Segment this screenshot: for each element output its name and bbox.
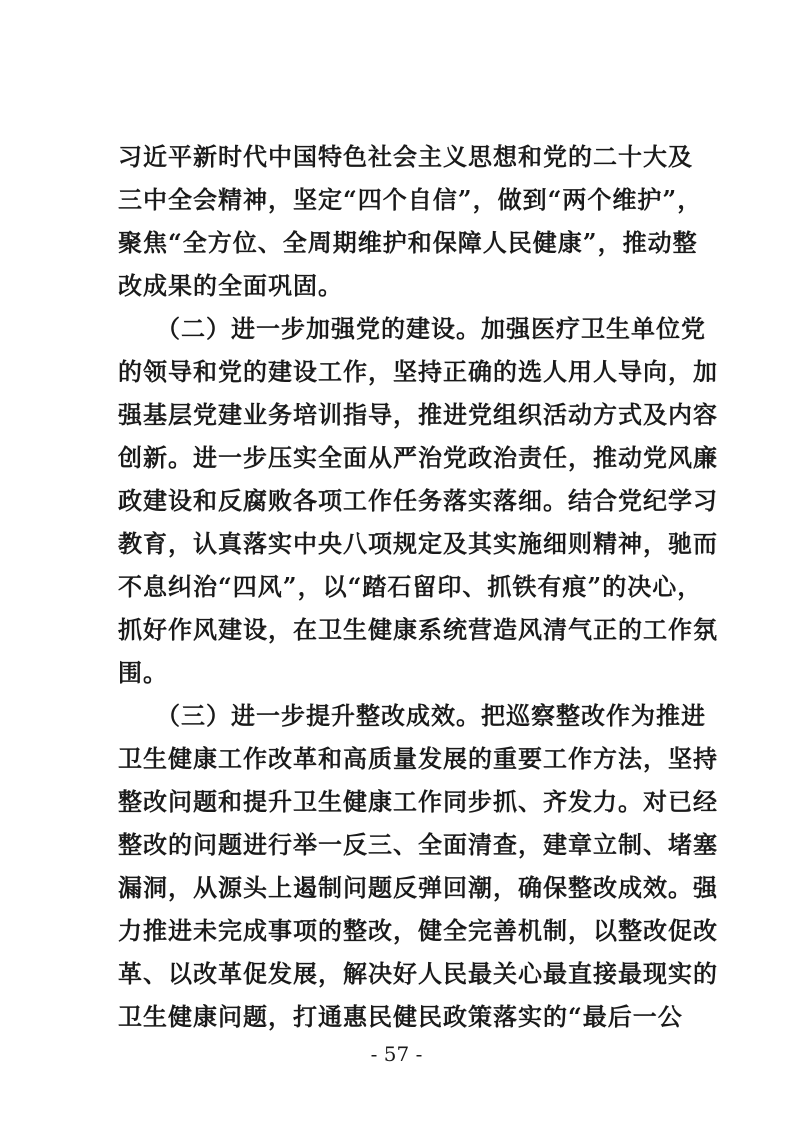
text-line: 革、以改革促发展，解决好人民最关心最直接最现实的 <box>118 959 718 988</box>
text-line: 聚焦“全方位、全周期维护和保障人民健康”，推动整 <box>118 228 698 257</box>
section-heading-line: （三）进一步提升整改成效。把巡察整改作为推进 <box>118 701 706 730</box>
text-line: 三中全会精神，坚定“四个自信”，做到“两个维护”， <box>118 185 703 214</box>
text-line: 整改的问题进行举一反三、全面清查，建章立制、堵塞 <box>118 830 718 859</box>
text-line: 卫生健康工作改革和高质量发展的重要工作方法，坚持 <box>118 744 718 773</box>
text-line: 习近平新时代中国特色社会主义思想和党的二十大及 <box>118 142 693 171</box>
text-line: 改成果的全面巩固。 <box>118 271 343 300</box>
text-line: 力推进未完成事项的整改，健全完善机制，以整改促改 <box>118 916 718 945</box>
text-line: 抓好作风建设，在卫生健康系统营造风清气正的工作氛 <box>118 615 718 644</box>
text-line: 教育，认真落实中央八项规定及其实施细则精神，驰而 <box>118 529 718 558</box>
text-line: 漏洞，从源头上遏制问题反弹回潮，确保整改成效。强 <box>118 873 718 902</box>
text-line: 政建设和反腐败各项工作任务落实落细。结合党纪学习 <box>118 486 718 515</box>
section-heading-line: （二）进一步加强党的建设。加强医疗卫生单位党 <box>118 314 706 343</box>
text-line: 不息纠治“四风”，以“踏石留印、抓铁有痕”的决心， <box>118 572 703 601</box>
text-line: 围。 <box>118 658 168 687</box>
text-line: 卫生健康问题，打通惠民健民政策落实的“最后一公 <box>118 1002 683 1031</box>
text-line: 强基层党建业务培训指导，推进党组织活动方式及内容 <box>118 400 718 429</box>
text-line: 整改问题和提升卫生健康工作同步抓、齐发力。对已经 <box>118 787 718 816</box>
text-line: 的领导和党的建设工作，坚持正确的选人用人导向，加 <box>118 357 718 386</box>
text-line: 创新。进一步压实全面从严治党政治责任，推动党风廉 <box>118 443 718 472</box>
page-number: - 57 - <box>370 1042 423 1066</box>
